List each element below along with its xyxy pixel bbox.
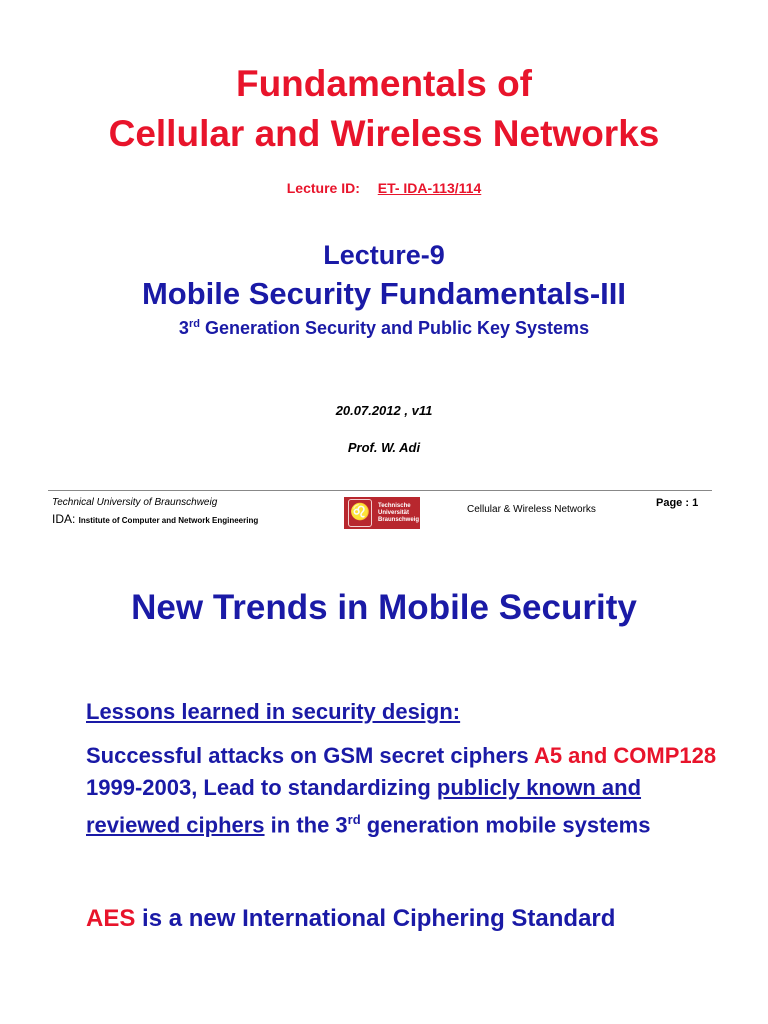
lion-seal-icon: ♌ <box>348 499 372 527</box>
logo-text-2: Universität <box>378 509 410 516</box>
title-line-2: Cellular and Wireless Networks <box>108 113 660 154</box>
attacks-paragraph <box>86 740 736 841</box>
para-underlined: publicly known and reviewed ciphers <box>86 775 642 838</box>
aes-label: AES <box>86 905 136 932</box>
ida-prefix: IDA: <box>52 512 79 526</box>
aes-statement <box>86 905 615 933</box>
subsub-prefix: 3 <box>178 318 189 338</box>
course-name: Cellular & Wireless Networks <box>467 504 596 515</box>
para-text-2: 1999-2003, Lead to standardizing <box>86 775 437 800</box>
divider <box>48 490 712 491</box>
date-version: 20.07.2012 , v11 <box>335 403 433 418</box>
logo-text-1: Technische <box>378 502 411 509</box>
logo-text-3: Braunschweig <box>378 516 420 523</box>
university-logo <box>344 497 420 529</box>
lecture-subsubtitle <box>0 318 768 339</box>
para-text-3: in the 3 <box>264 812 348 838</box>
subsub-rest: Generation Security and Public Key Systems <box>199 318 590 338</box>
logo-text <box>378 503 419 524</box>
subsub-sup: rd <box>188 318 200 330</box>
professor: Prof. W. Adi <box>347 440 421 455</box>
para-text-4: generation mobile systems <box>360 812 651 838</box>
lecture-id-label: Lecture ID: <box>286 180 360 196</box>
page-number: Page : 1 <box>656 497 699 509</box>
para-ciphers: A5 and COMP128 <box>533 743 717 768</box>
title-line-1: Fundamentals of <box>235 63 533 104</box>
lecture-subtitle: Mobile Security Fundamentals-III <box>141 276 627 311</box>
lessons-heading: Lessons learned in security design: <box>86 699 461 724</box>
lecture-number: Lecture-9 <box>323 240 445 270</box>
aes-rest: is a new International Ciphering Standard <box>135 905 616 932</box>
university-name: Technical University of Braunschweig <box>52 497 218 508</box>
ida-line <box>52 512 258 526</box>
ida-institute: Institute of Computer and Network Engineering <box>78 516 259 525</box>
lecture-id <box>0 180 768 196</box>
para-text-1: Successful attacks on GSM secret ciphers <box>86 743 534 768</box>
para-sup: rd <box>347 812 361 827</box>
slide-title: New Trends in Mobile Security <box>131 588 637 627</box>
lecture-id-value: ET- IDA-113/114 <box>377 180 482 196</box>
